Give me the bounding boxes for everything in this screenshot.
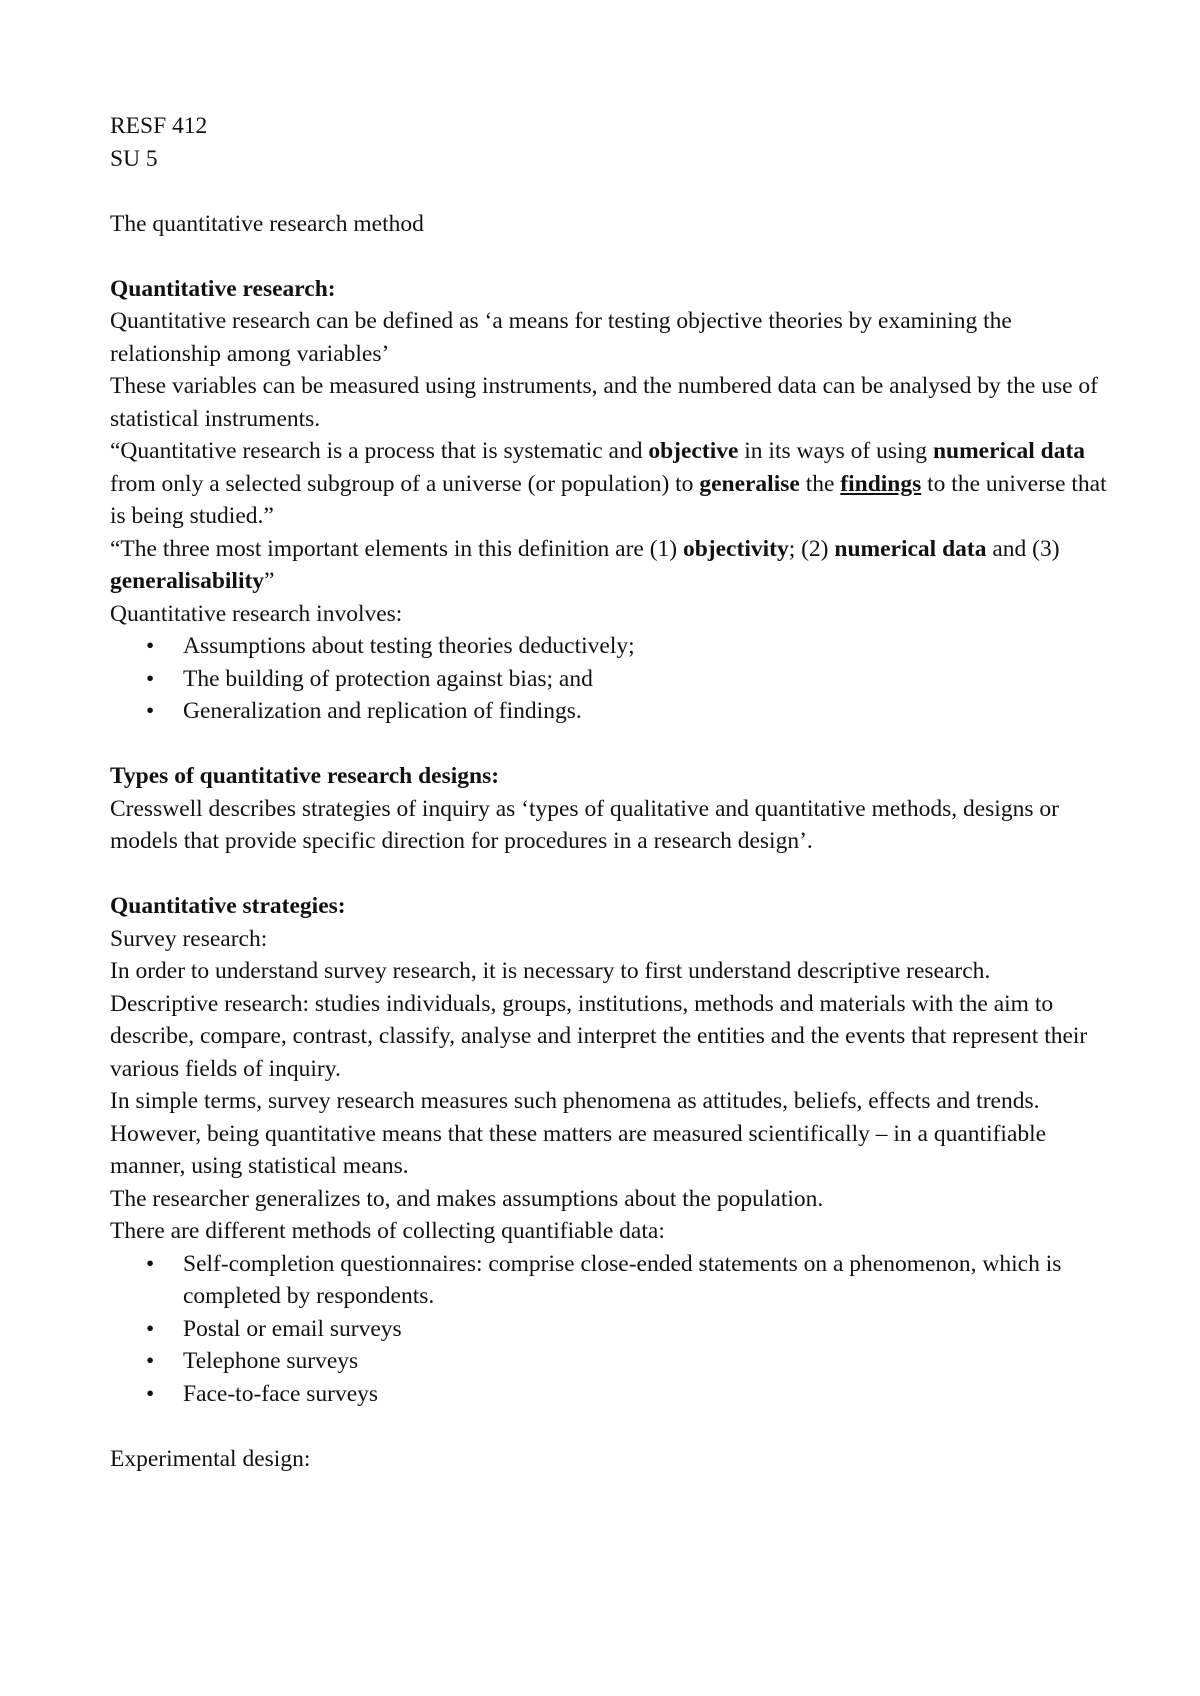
study-unit: SU 5 [110, 145, 158, 172]
list-item [110, 1313, 1110, 1346]
list-item-text: Face-to-face surveys [183, 1380, 379, 1407]
quote-text: “Quantitative research is a process that is systematic and [110, 438, 649, 464]
course-code: RESF 412 [110, 113, 208, 139]
subheading-survey-research: Survey research: [110, 925, 268, 952]
section-heading-experimental-design: Experimental design: [110, 1445, 311, 1472]
list-item [110, 1248, 1110, 1313]
quote-text: in its ways of using [738, 438, 933, 464]
quote-bold-generalise: generalise [699, 470, 800, 497]
paragraph-quote-elements [110, 533, 1110, 598]
list-item-text: Postal or email surveys [183, 1315, 402, 1342]
document-title: The quantitative research method [110, 210, 424, 237]
paragraph-quote-process [110, 435, 1110, 533]
list-item-text: The building of protection against bias; and [183, 665, 593, 692]
list-item-text: Assumptions about testing theories deductively; [183, 633, 635, 659]
paragraph-cresswell: Cresswell describes strategies of inquiry as ‘types of qualitative and quantitative methods, designs or models that provide specific direction for procedures in a research design’. [110, 795, 1059, 854]
bullet-list-methods [110, 1248, 1110, 1411]
bullet-icon: • [146, 1348, 155, 1374]
list-item-text: Self-completion questionnaires: comprise close-ended statements on a phenomenon, which is completed by respondents. [183, 1250, 1062, 1309]
list-item [110, 663, 1110, 696]
list-item [110, 1345, 1110, 1378]
paragraph-definition: Quantitative research can be defined as ‘a means for testing objective theories by examining the relationship among variables’ [110, 308, 1012, 367]
quote-bold-objective: objective [648, 438, 739, 464]
spacer [110, 728, 1110, 761]
quote-text: from only a selected subgroup of a universe (or population) to [110, 470, 700, 497]
quote-text: to the universe that is being studied.” [110, 470, 1107, 529]
spacer [110, 1410, 1110, 1443]
paragraph-simple-terms: In simple terms, survey research measures such phenomena as attitudes, beliefs, effects and trends. [110, 1088, 1040, 1114]
document-page [110, 110, 1110, 1475]
list-item [110, 695, 1110, 728]
section-heading-strategies: Quantitative strategies: [110, 893, 346, 919]
section-heading-types: Types of quantitative research designs: [110, 763, 500, 789]
spacer [110, 175, 1110, 208]
list-item-text: Generalization and replication of findings. [183, 698, 582, 724]
quote-bold-generalisability: generalisability [110, 568, 265, 594]
bullet-icon: • [146, 633, 155, 659]
bullet-icon: • [146, 1315, 155, 1342]
paragraph-generalizes: The researcher generalizes to, and makes assumptions about the population. [110, 1185, 824, 1212]
bullet-icon: • [146, 1380, 155, 1407]
paragraph-variables: These variables can be measured using instruments, and the numbered data can be analysed by the use of statistical instruments. [110, 373, 1098, 432]
spacer [110, 240, 1110, 273]
quote-bold-numerical-data: numerical data [932, 438, 1086, 464]
quote-text: ” [264, 568, 275, 594]
bullet-icon: • [146, 1250, 155, 1277]
paragraph-descriptive-research: Descriptive research: studies individuals, groups, institutions, methods and materials with the aim to describe, compare, contrast, classify, analyse and interpret the entities and the events that represent their various fields of inquiry. [110, 990, 1088, 1082]
quote-bold-numerical-data: numerical data [834, 535, 987, 562]
quote-text: and (3) [986, 535, 1060, 562]
list-item [110, 1378, 1110, 1411]
quote-text: the [799, 470, 841, 497]
bullet-list-involves [110, 630, 1110, 728]
paragraph-methods-intro: There are different methods of collecting quantifiable data: [110, 1218, 665, 1244]
paragraph-quantitative-means: However, being quantitative means that these matters are measured scientifically – in a quantifiable manner, using statistical means. [110, 1120, 1047, 1179]
list-item-text: Telephone surveys [183, 1348, 359, 1374]
quote-bold-objectivity: objectivity [682, 535, 789, 562]
quote-bold-underlined-findings: findings [840, 470, 922, 497]
spacer [110, 858, 1110, 891]
bullet-icon: • [146, 665, 155, 692]
involves-intro: Quantitative research involves: [110, 600, 403, 627]
bullet-icon: • [146, 698, 155, 724]
section-heading-quantitative-research: Quantitative research: [110, 275, 336, 302]
paragraph-understand-survey: In order to understand survey research, it is necessary to first understand descriptive research. [110, 958, 991, 984]
quote-text: “The three most important elements in this definition are (1) [110, 535, 683, 562]
quote-text: ; (2) [788, 535, 835, 562]
list-item [110, 630, 1110, 663]
